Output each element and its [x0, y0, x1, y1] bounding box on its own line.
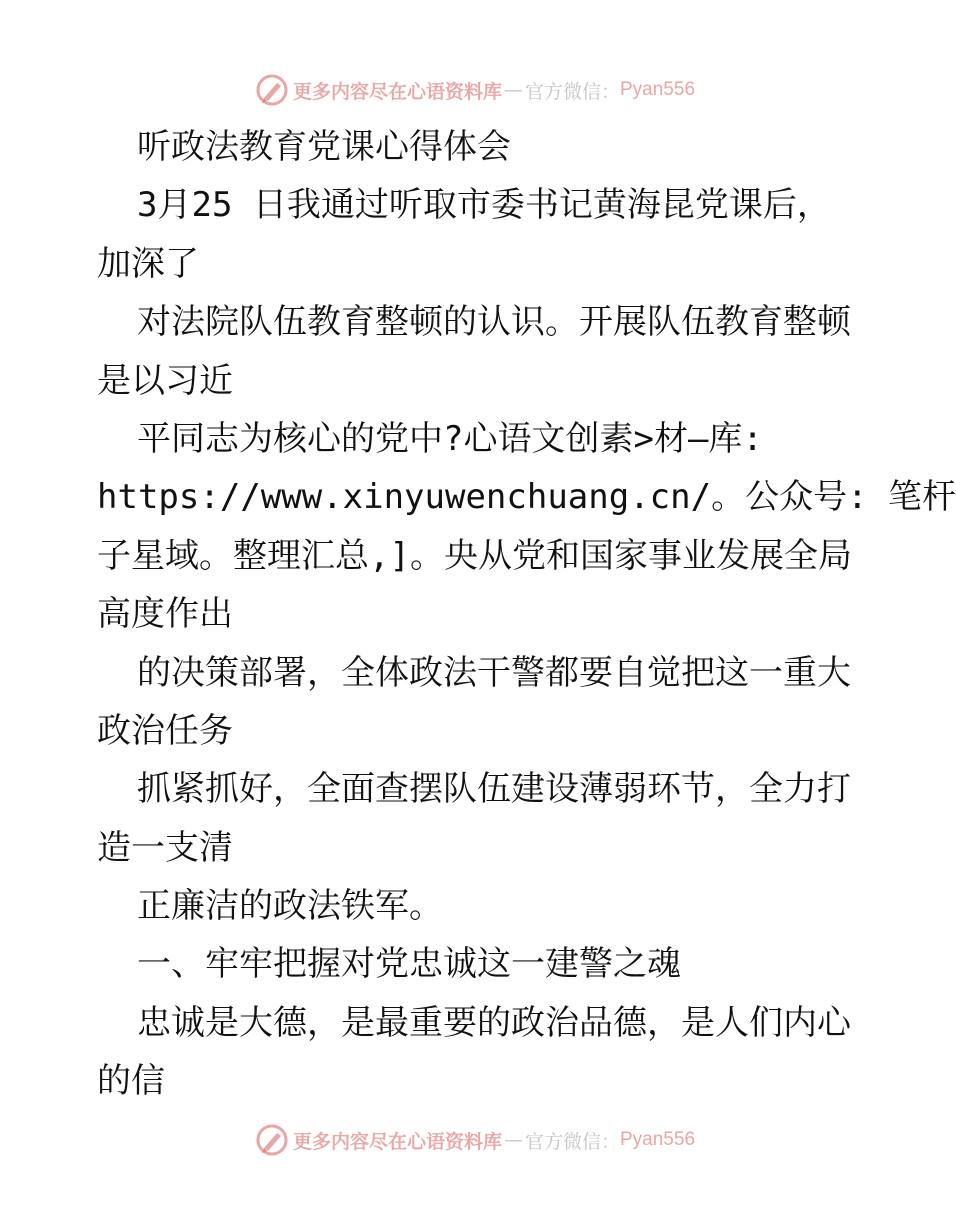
footer-wechat-label: 官方微信：	[524, 1130, 620, 1153]
pen-logo-icon	[255, 1123, 289, 1157]
text-line: 平同志为核心的党中?心语文创素>材—库:	[137, 418, 763, 459]
text-line: 造一支清	[97, 827, 233, 868]
text-line: 加深了	[97, 243, 199, 284]
header-wechat-label: 官方微信：	[524, 80, 620, 103]
text-line: 子星域。整理汇总,]。央从党和国家事业发展全局	[97, 535, 852, 576]
text-line: 对法院队伍教育整顿的认识。开展队伍教育整顿	[137, 302, 851, 343]
header-watermark-text: 更多内容尽在心语资料库	[292, 80, 502, 103]
document-body	[97, 118, 956, 1111]
text-line: 3月25 日我通过听取市委书记黄海昆党课后，	[137, 185, 831, 226]
text-line: 政治任务	[97, 710, 233, 751]
footer-watermark-text: 更多内容尽在心语资料库	[292, 1130, 502, 1153]
header-watermark-dash: —	[503, 79, 523, 101]
header-wechat-id: Pyan556	[620, 79, 696, 100]
text-line: 的决策部署，全体政法干警都要自觉把这一重大	[137, 652, 851, 693]
header-watermark	[0, 70, 950, 110]
text-line: 是以习近	[97, 360, 233, 401]
section-heading: 一、牢牢把握对党忠诚这一建警之魂	[137, 944, 681, 985]
document-title: 听政法教育党课心得体会	[137, 127, 511, 167]
text-line: 正廉洁的政法铁军。	[137, 886, 443, 927]
pen-logo-icon	[255, 73, 289, 107]
text-line: https://www.xinyuwenchuang.cn/。公众号: 笔杆	[97, 477, 956, 518]
footer-wechat-id: Pyan556	[620, 1129, 696, 1150]
text-line: 的信	[97, 1061, 165, 1102]
footer-watermark-dash: —	[503, 1129, 523, 1151]
text-line: 高度作出	[97, 594, 233, 635]
footer-watermark	[0, 1120, 950, 1160]
text-line: 抓紧抓好，全面查摆队伍建设薄弱环节，全力打	[137, 769, 851, 810]
text-line: 忠诚是大德，是最重要的政治品德，是人们内心	[137, 1002, 851, 1043]
